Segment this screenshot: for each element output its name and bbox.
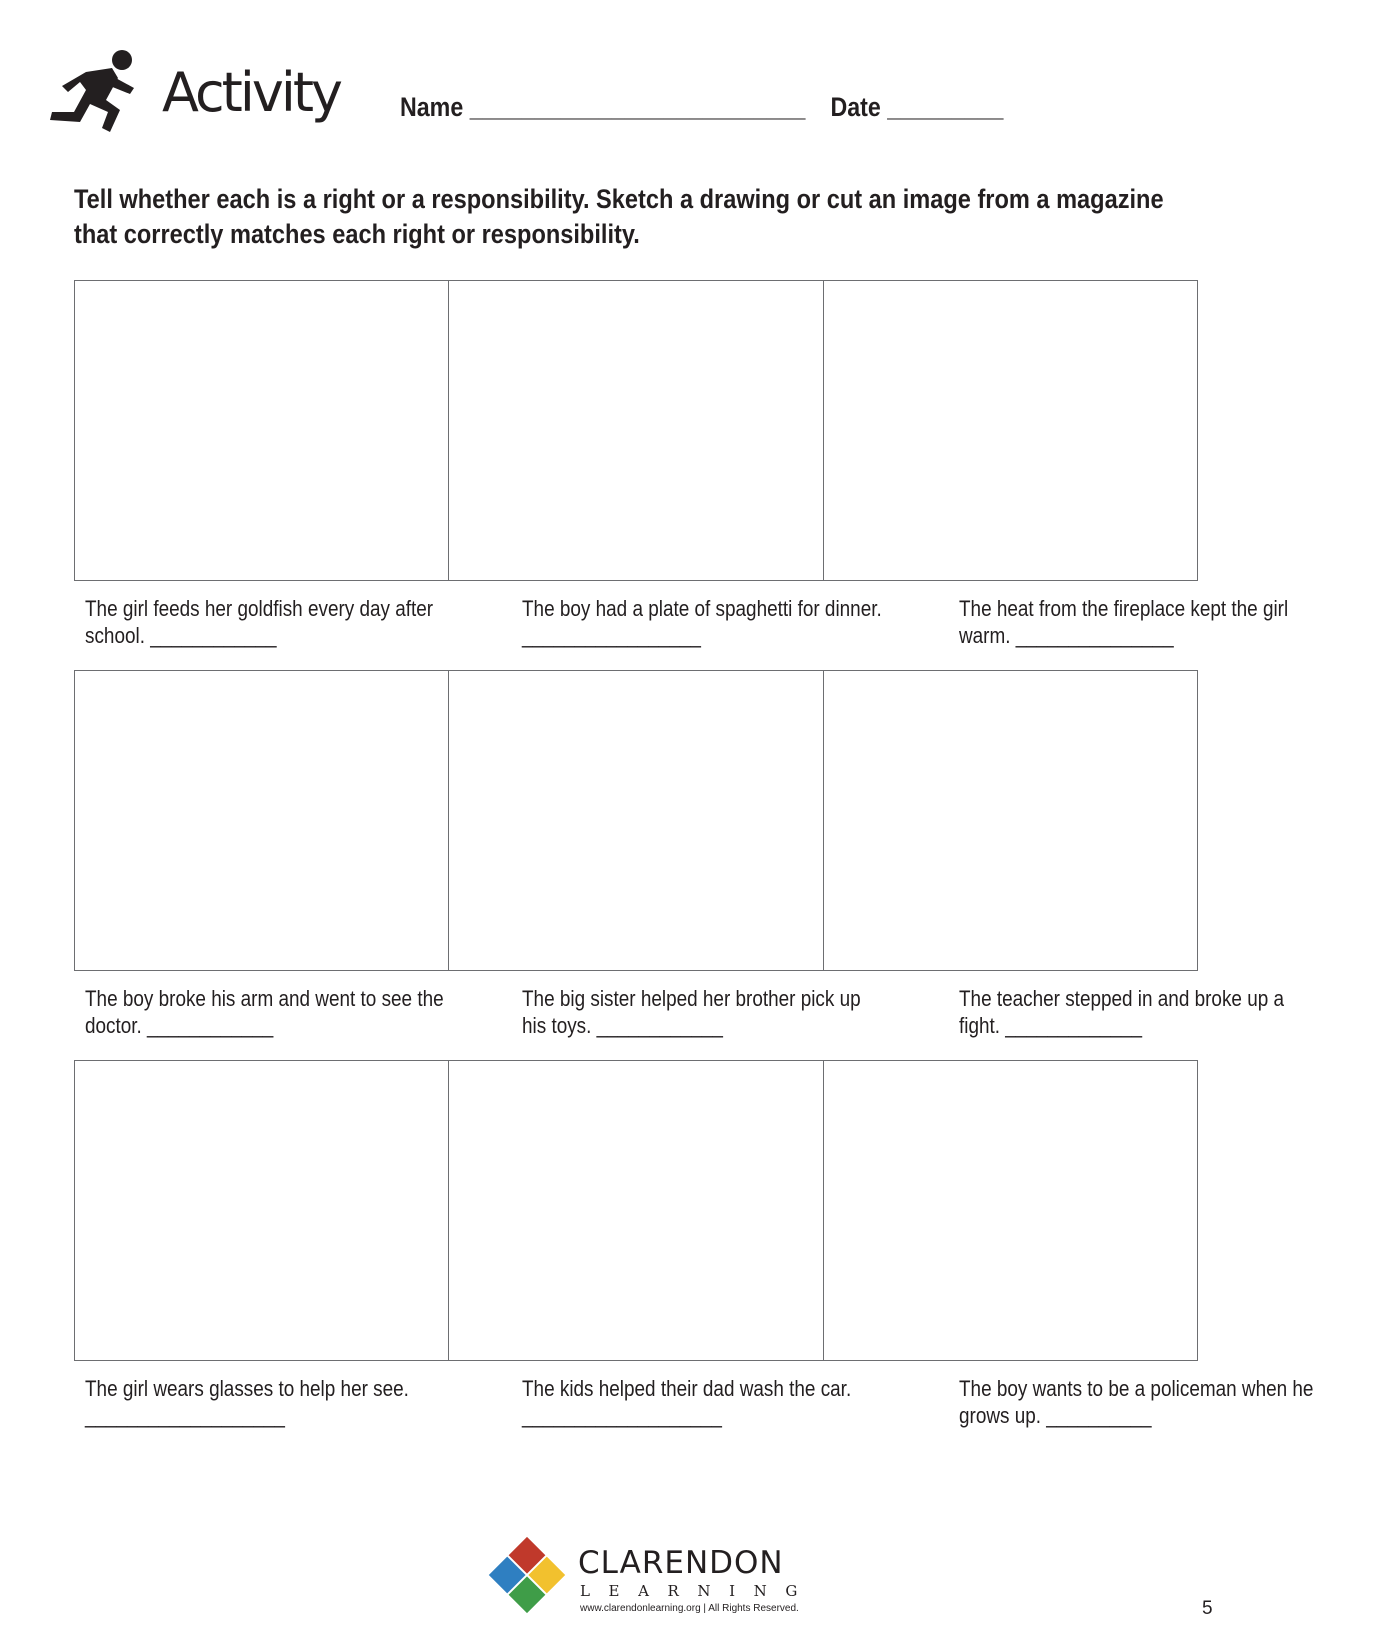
logo-subtitle: LEARNING [580, 1582, 816, 1600]
drawing-box[interactable] [75, 1061, 449, 1360]
name-blank[interactable]: __________________________ [469, 92, 806, 122]
puzzle-logo-icon [486, 1534, 568, 1616]
caption: The kids helped their dad wash the car. ___________________ [522, 1376, 852, 1428]
caption: The boy had a plate of spaghetti for dinner. _________________ [522, 596, 882, 648]
drawing-box[interactable] [824, 1061, 1197, 1360]
name-date-line [400, 92, 1003, 123]
page-number: 5 [1202, 1598, 1213, 1619]
instructions: Tell whether each is a right or a responsibility. Sketch a drawing or cut an image from a magazine that correctly matches each right or responsibility. [74, 184, 1164, 249]
drawing-box[interactable] [449, 281, 823, 580]
drawing-box[interactable] [449, 1061, 823, 1360]
name-label: Name [400, 92, 464, 122]
caption: The girl wears glasses to help her see. ___________________ [85, 1376, 409, 1428]
logo-name: CLARENDON [578, 1545, 784, 1581]
drawing-box[interactable] [449, 671, 823, 970]
caption: The heat from the fireplace kept the girl warm. _______________ [959, 596, 1289, 648]
caption: The boy broke his arm and went to see the doctor. ____________ [85, 986, 444, 1038]
date-label: Date [830, 92, 881, 122]
grid-row-1 [74, 280, 1289, 670]
caption: The girl feeds her goldfish every day after school. ____________ [85, 596, 434, 648]
logo-url: www.clarendonlearning.org | All Rights Reserved. [580, 1603, 799, 1614]
caption: The boy wants to be a policeman when he grows up. __________ [959, 1376, 1314, 1428]
drawing-box[interactable] [824, 671, 1197, 970]
drawing-box[interactable] [75, 281, 449, 580]
caption: The teacher stepped in and broke up a fight. _____________ [959, 986, 1285, 1038]
date-blank[interactable]: _________ [887, 92, 1004, 122]
activity-title: Activity [162, 61, 340, 124]
grid-row-2 [74, 670, 1285, 1060]
grid-row-3 [74, 1060, 1314, 1450]
drawing-box[interactable] [824, 281, 1197, 580]
drawing-box[interactable] [75, 671, 449, 970]
activity-grid [74, 280, 1314, 1450]
caption: The big sister helped her brother pick up his toys. ____________ [522, 986, 861, 1038]
clarendon-logo [486, 1534, 816, 1614]
running-person-icon [46, 48, 142, 138]
